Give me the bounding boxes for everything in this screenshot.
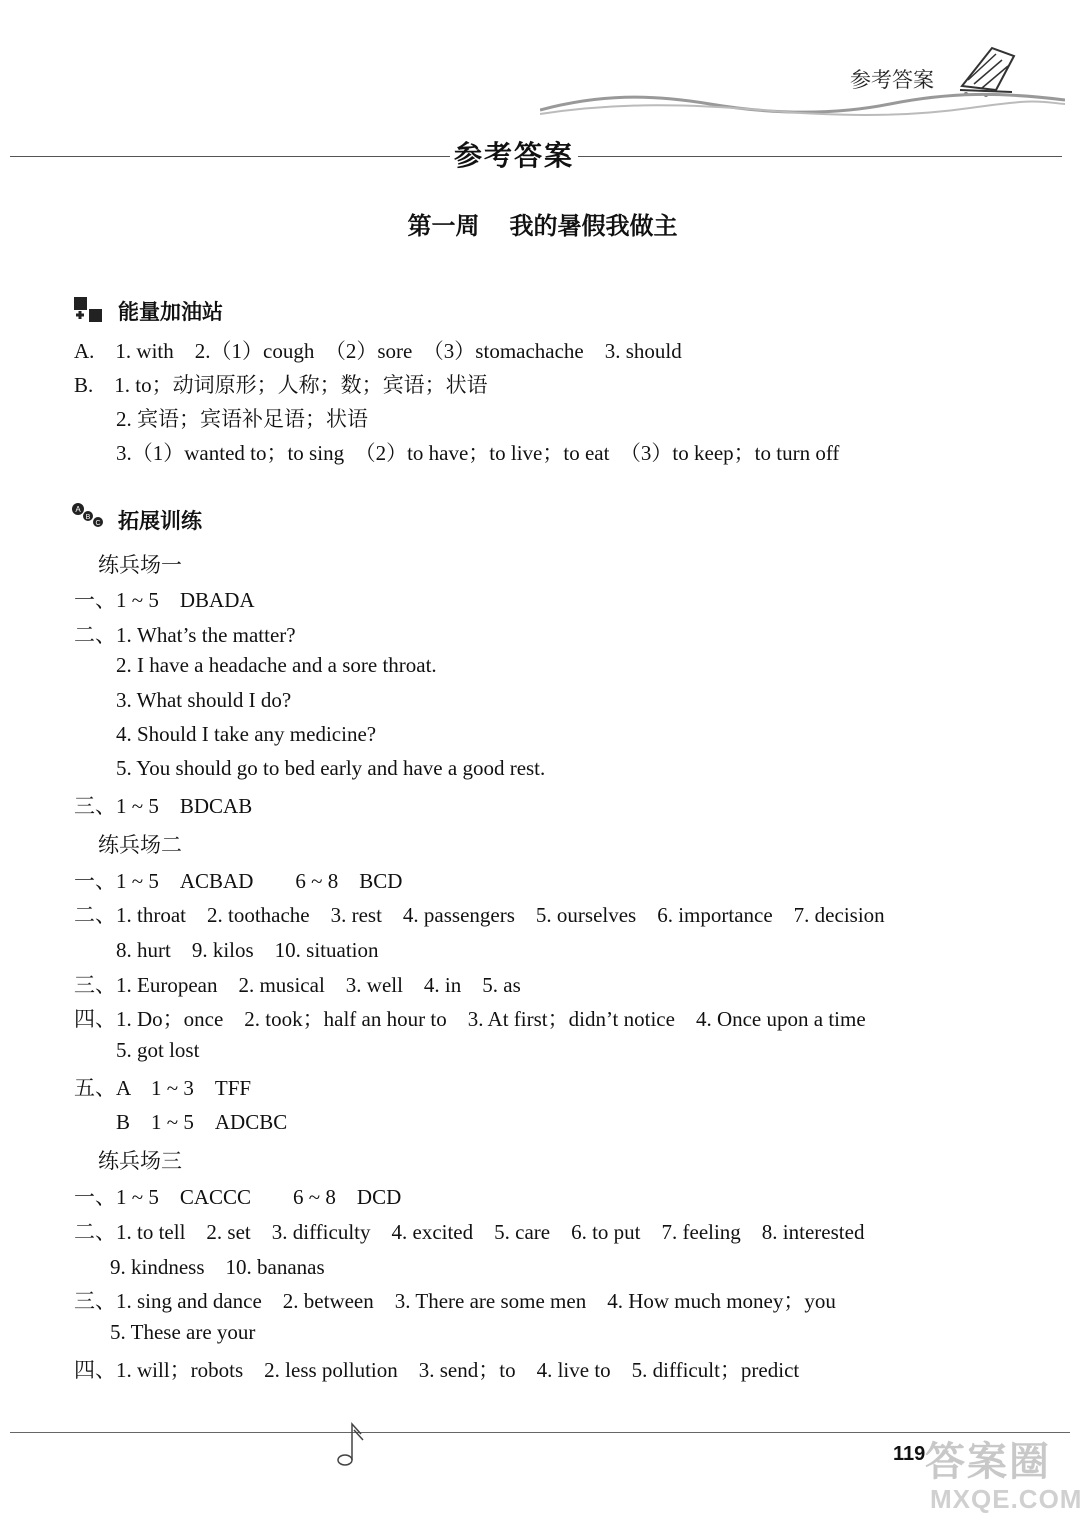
answer-line: 二、1. to tell 2. set 3. difficulty 4. excited 5. care 6. to put 7. feeling 8. interested bbox=[74, 1220, 865, 1244]
answer-line: 2. I have a headache and a sore throat. bbox=[116, 653, 437, 677]
answer-line: 5. These are your bbox=[110, 1320, 256, 1344]
watermark-url: MXQE.COM bbox=[930, 1484, 1083, 1514]
svg-text:C: C bbox=[95, 520, 101, 527]
answer-line: 3. What should I do? bbox=[116, 688, 292, 712]
answer-line: 一、1 ~ 5 ACBAD 6 ~ 8 BCD bbox=[74, 869, 403, 893]
answer-line: 五、A 1 ~ 3 TFF bbox=[74, 1076, 252, 1100]
page-number: 119 bbox=[893, 1443, 926, 1465]
page-title: 参考答案 bbox=[450, 134, 578, 174]
answer-line: 四、1. Do；once 2. took；half an hour to 3. At first；didn’t notice 4. Once upon a time bbox=[74, 1007, 866, 1031]
week-theme: 我的暑假我做主 bbox=[509, 214, 678, 240]
footer-rule bbox=[10, 1432, 1070, 1433]
answer-line: 2. 宾语；宾语补足语；状语 bbox=[116, 407, 368, 431]
answer-line: 三、1 ~ 5 BDCAB bbox=[74, 794, 253, 818]
abc-bubbles-icon bbox=[70, 500, 106, 530]
running-header-label: 参考答案 bbox=[850, 68, 934, 92]
svg-text:A: A bbox=[75, 505, 81, 514]
wave-decoration bbox=[540, 90, 1065, 120]
answer-line: 一、1 ~ 5 CACCC 6 ~ 8 DCD bbox=[74, 1185, 402, 1209]
practice-heading: 练兵场二 bbox=[98, 833, 182, 857]
answer-line: A. 1. with 2.（1）cough （2）sore （3）stomachache 3. should bbox=[74, 339, 682, 363]
answer-line: 5. got lost bbox=[116, 1038, 200, 1062]
answer-line: 二、1. What’s the matter? bbox=[74, 623, 296, 647]
answer-line: 8. hurt 9. kilos 10. situation bbox=[116, 938, 379, 962]
practice-heading: 练兵场一 bbox=[98, 553, 182, 577]
answer-line: 一、1 ~ 5 DBADA bbox=[74, 588, 255, 612]
answer-line: 3.（1）wanted to；to sing （2）to have；to live；to eat （3）to keep；to turn off bbox=[116, 441, 840, 465]
beach-chair-icon bbox=[952, 38, 1022, 98]
watermark-logo: 答案圈 bbox=[925, 1440, 1051, 1484]
answer-line: 四、1. will；robots 2. less pollution 3. send；to 4. live to 5. difficult；predict bbox=[74, 1358, 800, 1382]
answer-line: 二、1. throat 2. toothache 3. rest 4. passengers 5. ourselves 6. importance 7. decision bbox=[74, 903, 885, 927]
section-title-extension: 拓展训练 bbox=[118, 509, 202, 533]
week-title bbox=[0, 206, 1085, 241]
answer-line: 4. Should I take any medicine? bbox=[116, 722, 377, 746]
answer-line: B. 1. to；动词原形；人称；数；宾语；状语 bbox=[74, 373, 488, 397]
answer-line: B 1 ~ 5 ADCBC bbox=[116, 1110, 288, 1134]
answer-line: 5. You should go to bed early and have a good rest. bbox=[116, 756, 546, 780]
answer-line: 三、1. European 2. musical 3. well 4. in 5. as bbox=[74, 973, 521, 997]
answer-line: 9. kindness 10. bananas bbox=[110, 1255, 325, 1279]
puzzle-icon bbox=[72, 295, 106, 325]
music-note-icon bbox=[335, 1420, 369, 1470]
svg-text:B: B bbox=[85, 514, 91, 521]
answer-line: 三、1. sing and dance 2. between 3. There are some men 4. How much money；you bbox=[74, 1289, 836, 1313]
practice-heading: 练兵场三 bbox=[98, 1149, 182, 1173]
week-number: 第一周 bbox=[407, 214, 480, 240]
section-title-energy: 能量加油站 bbox=[118, 300, 223, 324]
